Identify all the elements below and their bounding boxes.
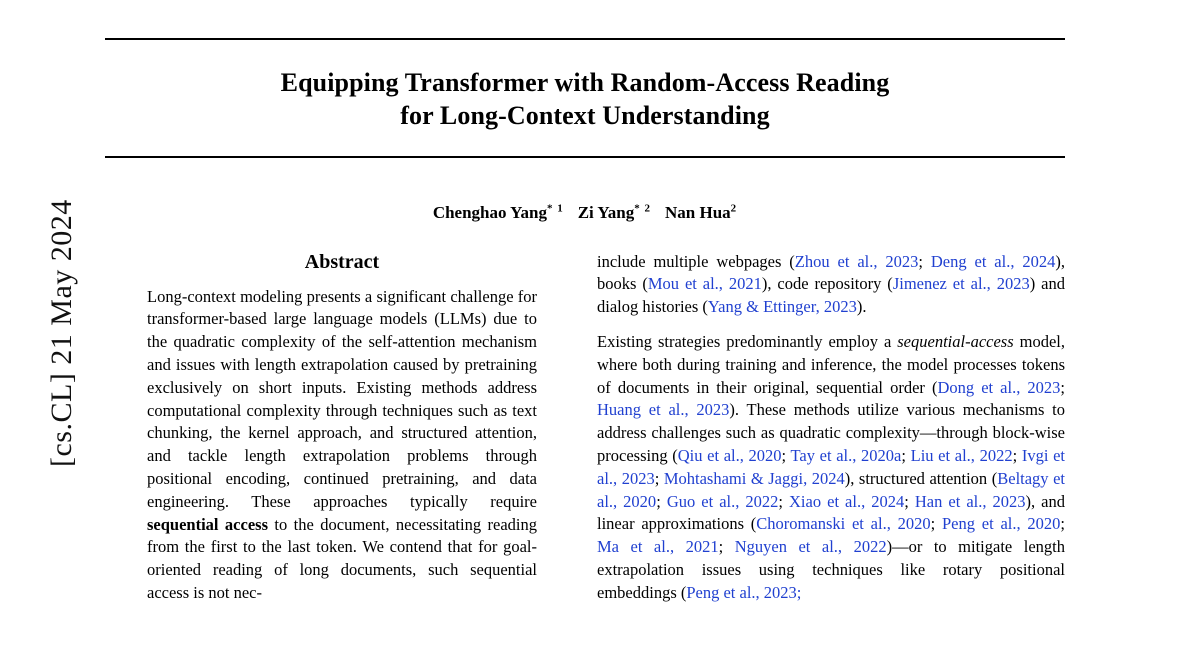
title-rule-bottom (105, 156, 1065, 158)
body-paragraph-2-text: model, where both during training and inference, the model processes tokens of documents in their original, sequential order ( (597, 332, 1066, 397)
author-affiliation-marks: * 2 (634, 202, 651, 214)
citation-link[interactable]: Tay et al., 2020a (790, 446, 902, 466)
body-paragraph-1-text: ) and dialog histories ( (597, 274, 1065, 317)
citation-link[interactable]: Guo et al., 2022 (666, 491, 779, 511)
citation-link[interactable]: Ivgi et al., 2023 (597, 446, 1065, 488)
right-column (597, 251, 1065, 617)
body-paragraph-2-text: ; (718, 537, 735, 557)
author-entry (433, 203, 564, 222)
author-affiliation-marks: 2 (730, 202, 738, 214)
body-paragraph-1-text: ; (918, 251, 931, 271)
abstract-text-part-1: Long-context modeling presents a significant challenge for transformer-based large language models (LLMs) due to the quadratic complexity of the self-attention mechanism and issues with length extrapolation caused by pretraining exclusively on short inputs. Existing methods address computational complexity through techniques such as text chunking, the kernel approach, and structured attention, and tackle length extrapolation problems through positional encoding, continued pretraining, and data engineering. These approaches typically require (147, 286, 537, 511)
citation-link[interactable]: Huang et al., 2023 (597, 400, 730, 420)
body-paragraph-2-text: ; (930, 514, 942, 534)
author-name: Chenghao Yang (432, 202, 547, 222)
title-line-2: for Long-Context Understanding (400, 101, 770, 130)
citation-link[interactable]: Nguyen et al., 2022 (734, 537, 887, 557)
body-paragraph-2-text: ), structured attention ( (844, 468, 998, 488)
body-paragraph-1-text: ), code repository ( (761, 274, 893, 294)
abstract-text-part-2: to the document, necessitating reading from the first to the last token. We contend that for goal-oriented reading of long documents, such sequential access is not nec- (147, 514, 537, 603)
citation-link[interactable]: Xiao et al., 2024 (789, 491, 905, 511)
body-paragraph-2-text: )—or to mitigate length extrapolation issues using techniques like rotary positional embeddings ( (597, 537, 1066, 602)
abstract-heading: Abstract (304, 250, 380, 273)
citation-link[interactable]: Deng et al., 2024 (930, 251, 1056, 271)
arxiv-stamp (0, 0, 80, 648)
citation-link[interactable]: Mohtashami & Jaggi, 2024 (663, 468, 845, 488)
body-paragraph-2-text: ; (654, 468, 664, 488)
citation-link[interactable]: Ma et al., 2021 (597, 537, 719, 557)
author-name: Zi Yang (577, 202, 635, 222)
citation-link[interactable]: Han et al., 2023 (914, 491, 1026, 511)
body-paragraph-2-text: Existing strategies predominantly employ a (597, 332, 898, 352)
body-paragraph-2-text: ; (1012, 446, 1022, 466)
paper-page (105, 0, 1065, 648)
arxiv-stamp-text: [cs.CL] 21 May 2024 (45, 199, 78, 467)
citation-link[interactable]: Qiu et al., 2020 (677, 446, 782, 466)
author-entry (578, 203, 651, 222)
body-paragraph-2-text: ). These methods utilize various mechanisms to address challenges such as quadratic complexity—through block-wise processing ( (597, 400, 1065, 466)
body-paragraph-2-text: ; (901, 446, 911, 466)
citation-link[interactable]: Liu et al., 2022 (910, 446, 1013, 466)
body-paragraph-1-text: ). (856, 297, 867, 317)
citation-link[interactable]: Yang & Ettinger, 2023 (707, 297, 857, 317)
abstract-emphasis: sequential access (147, 514, 268, 534)
body-paragraph-2-emphasis: sequential-access (897, 332, 1014, 352)
title-rule-top (105, 38, 1065, 40)
citation-link[interactable]: Peng et al., 2023; (686, 582, 802, 602)
body-paragraph-1-text: ), books ( (597, 251, 1065, 294)
body-paragraph-2-text: ; (1060, 377, 1065, 397)
author-list (105, 202, 1065, 223)
author-name: Nan Hua (665, 202, 731, 222)
citation-link[interactable]: Jimenez et al., 2023 (892, 274, 1030, 294)
two-column-body (105, 251, 1065, 617)
left-column (105, 251, 537, 617)
author-entry (665, 203, 737, 222)
body-paragraph-2-text: ), and linear approximations ( (597, 491, 1066, 534)
page-title (105, 66, 1065, 132)
body-paragraph-2-text: ; (781, 446, 791, 466)
body-paragraph-1 (597, 251, 1065, 319)
body-paragraph-2-text: ; (656, 491, 667, 511)
author-affiliation-marks: * 1 (546, 202, 564, 214)
citation-link[interactable]: Zhou et al., 2023 (794, 251, 919, 271)
citation-link[interactable]: Mou et al., 2021 (647, 274, 762, 294)
body-paragraph-2-text: ; (904, 491, 915, 511)
body-paragraph-2-text: ; (1060, 514, 1065, 534)
citation-link[interactable]: Peng et al., 2020 (941, 514, 1061, 534)
citation-link[interactable]: Dong et al., 2023 (937, 377, 1061, 397)
body-paragraph-1-text: include multiple webpages ( (597, 251, 795, 271)
body-paragraph-2-text: ; (778, 491, 790, 511)
abstract-paragraph (147, 286, 537, 605)
title-line-1: Equipping Transformer with Random-Access Reading (280, 68, 890, 97)
body-paragraph-2 (597, 331, 1065, 605)
citation-link[interactable]: Choromanski et al., 2020 (756, 514, 931, 534)
citation-link[interactable]: Beltagy et al., 2020 (597, 468, 1066, 511)
